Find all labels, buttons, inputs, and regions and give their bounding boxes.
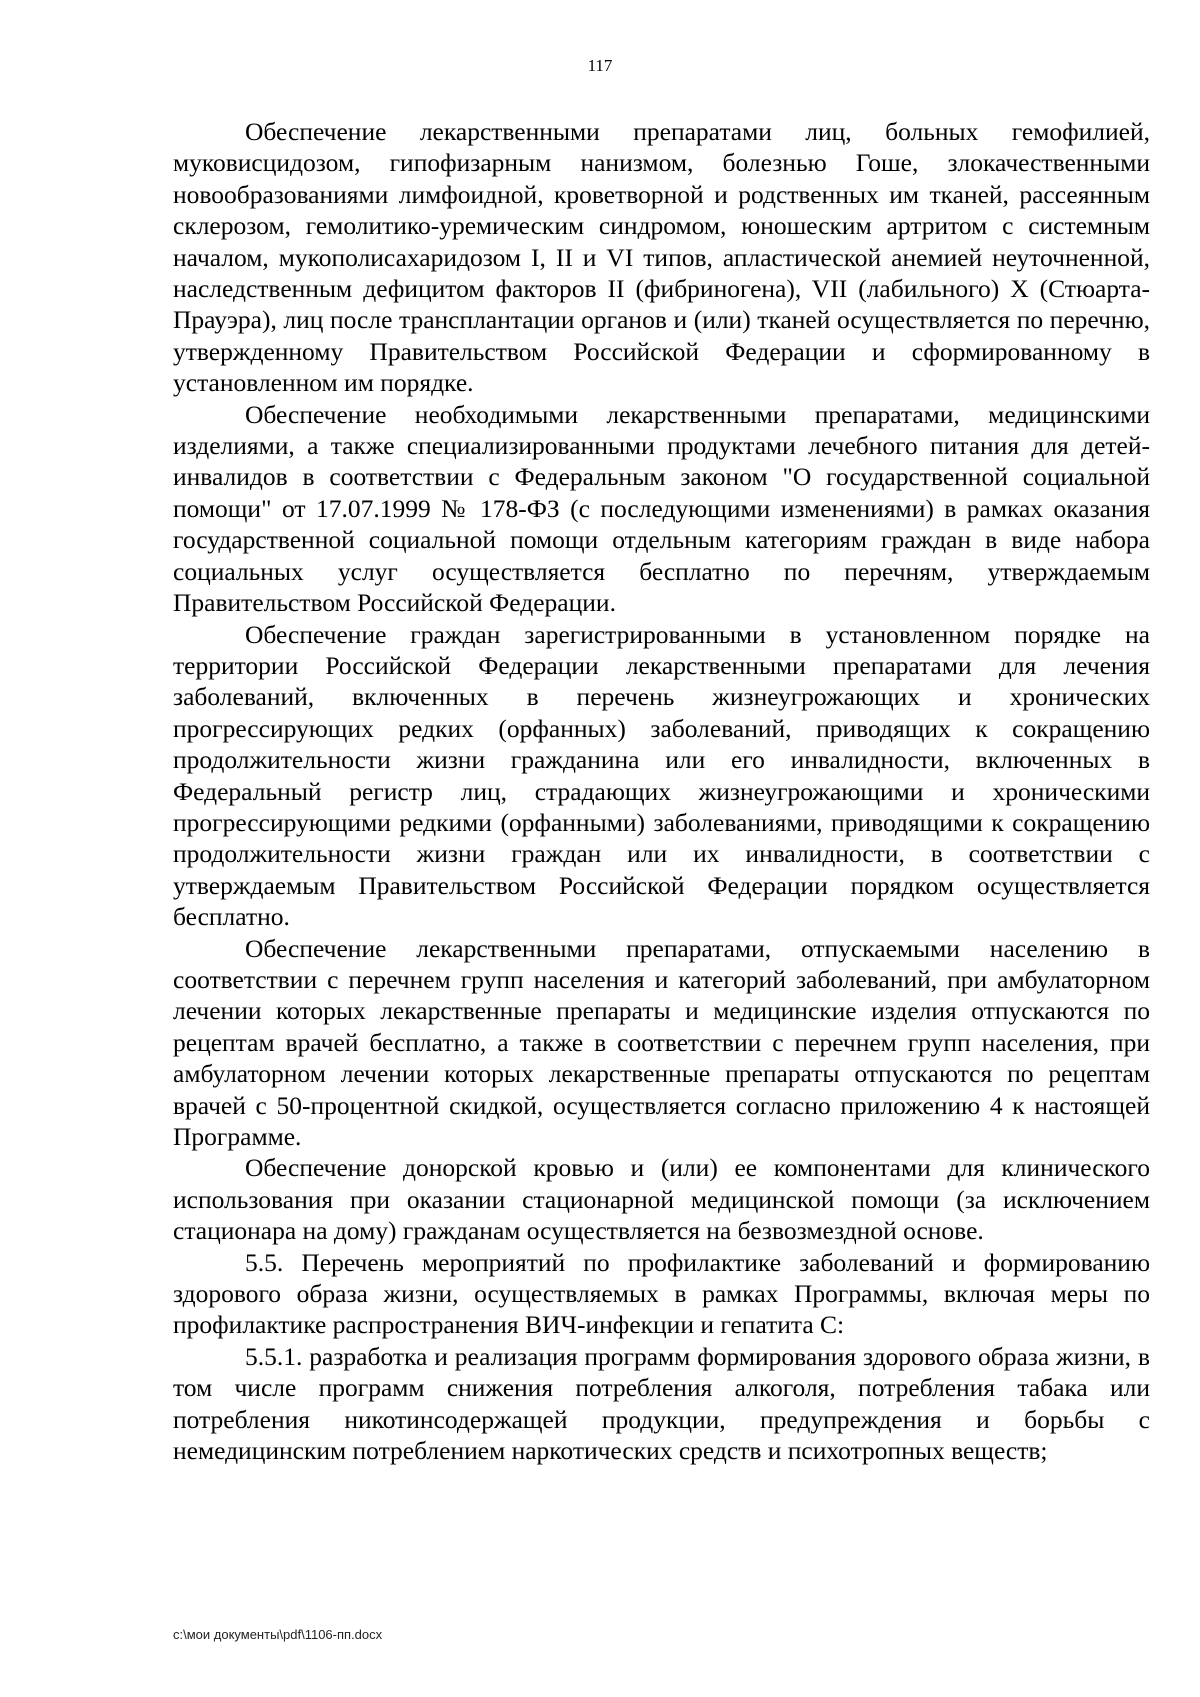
footer-file-path: c:\мои документы\pdf\1106-пп.docx bbox=[173, 1627, 383, 1642]
paragraph-rare-diseases-provision: Обеспечение граждан зарегистрированными в установленном порядке на территории Российской Федерации лекарственными препаратами для лечения заболеваний, включенных в перечень жизнеугрожающих и хронических прогрессирующих редких (орфанных) заболеваний, приводящих к сокращению продолжительности жизни гражданина или его инвалидности, включенных в Федеральный регистр лиц, страдающих жизнеугрожающими и хроническими прогрессирующими редкими (орфанными) заболеваниями, приводящими к сокращению продолжительности жизни граждан или их инвалидности, в соответствии с утверждаемым Правительством Российской Федерации порядком осуществляется бесплатно. bbox=[173, 619, 1150, 932]
paragraph-section-5-5: 5.5. Перечень мероприятий по профилактике заболеваний и формированию здорового образа жизни, осуществляемых в рамках Программы, включая меры по профилактике распространения ВИЧ-инфекции и гепатита С: bbox=[173, 1247, 1150, 1340]
paragraph-disabled-children-provision: Обеспечение необходимыми лекарственными препаратами, медицинскими изделиями, а также специализированными продуктами лечебного питания для детей-инвалидов в соответствии с Федеральным законом "О государственной социальной помощи" от 17.07.1999 № 178-ФЗ (с последующими изменениями) в рамках оказания государственной социальной помощи отдельным категориям граждан в виде набора социальных услуг осуществляется бесплатно по перечням, утверждаемым Правительством Российской Федерации. bbox=[173, 399, 1150, 618]
paragraph-section-5-5-1: 5.5.1. разработка и реализация программ формирования здорового образа жизни, в том числе программ снижения потребления алкоголя, потребления табака или потребления никотинсодержащей продукции, предупреждения и борьбы с немедицинским потреблением наркотических средств и психотропных веществ; bbox=[173, 1341, 1150, 1466]
paragraph-orphan-drugs-provision: Обеспечение лекарственными препаратами лиц, больных гемофилией, муковисцидозом, гипофизарным нанизмом, болезнью Гоше, злокачественными новообразованиями лимфоидной, кроветворной и родственных им тканей, рассеянным склерозом, гемолитико-уремическим синдромом, юношеским артритом с системным началом, мукополисахаридозом I, II и VI типов, апластической анемией неуточненной, наследственным дефицитом факторов II (фибриногена), VII (лабильного) X (Стюарта-Прауэра), лиц после трансплантации органов и (или) тканей осуществляется по перечню, утвержденному Правительством Российской Федерации и сформированному в установленном им порядке. bbox=[173, 117, 1150, 398]
paragraph-donor-blood-provision: Обеспечение донорской кровью и (или) ее компонентами для клинического использования при оказании стационарной медицинской помощи (за исключением стационара на дому) гражданам осуществляется на безвозмездной основе. bbox=[173, 1153, 1150, 1246]
paragraph-outpatient-drugs-provision: Обеспечение лекарственными препаратами, отпускаемыми населению в соответствии с перечнем групп населения и категорий заболеваний, при амбулаторном лечении которых лекарственные препараты и медицинские изделия отпускаются по рецептам врачей бесплатно, а также в соответствии с перечнем групп населения, при амбулаторном лечении которых лекарственные препараты отпускаются по рецептам врачей с 50-процентной скидкой, осуществляется согласно приложению 4 к настоящей Программе. bbox=[173, 933, 1150, 1151]
page-number: 117 bbox=[587, 56, 613, 75]
document-body bbox=[173, 116, 1150, 1466]
